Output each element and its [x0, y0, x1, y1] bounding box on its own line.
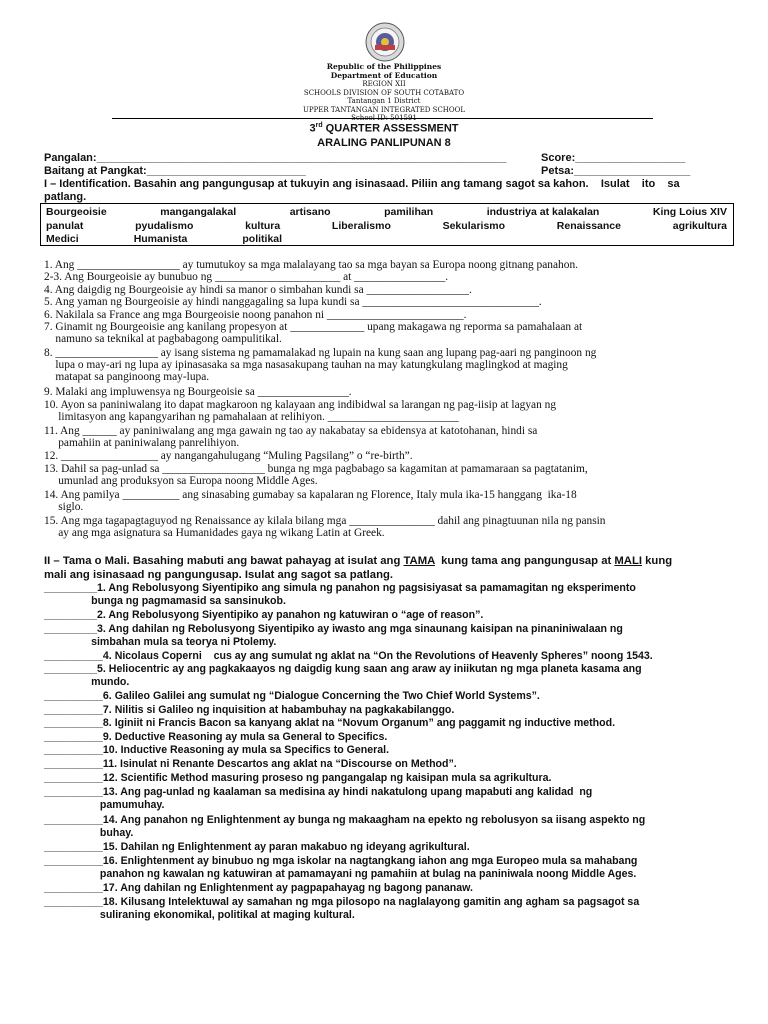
identification-item: 11. Ang ______ ay paniniwalang ang mga gawain ng tao ay nakabatay sa ebidensya at katotohanan, hindi sa [44, 425, 538, 437]
petsa-field[interactable]: Petsa:___________________ [541, 165, 691, 177]
true-false-item: _________2. Ang Rebolusyong Siyentipiko ay panahon ng katuwiran o “age of reason”. [44, 609, 484, 621]
part2-heading: II – Tama o Mali. [44, 555, 130, 567]
identification-item: 2-3. Ang Bourgeoisie ay bunubuo ng ______________________ at ________________. [44, 271, 449, 283]
true-false-item-cont: pamumuhay. [44, 799, 165, 811]
choice: agrikultura [672, 220, 727, 232]
true-false-item: _________3. Ang dahilan ng Rebolusyong Siyentipiko ay iwasto ang mga sinaunang kaisipan na pinaniniwalaan ng [44, 623, 623, 635]
part1-instruction: I – Identification. Basahin ang pangungusap at tukuyin ang isinasaad. Piliin ang tamang sagot sa kahon. Isulat ito sa [44, 178, 680, 190]
header-school: UPPER TANTANGAN INTEGRATED SCHOOL [302, 106, 466, 114]
identification-item: 13. Dahil sa pag-unlad sa __________________ bunga ng mga pagbabago sa kagamitan at pamamaraan sa pagtatanim, [44, 463, 588, 475]
identification-item-cont: lupa o may-ari ng lupa ay ipinasasaka sa mga nasasakupang tauhan na may katungkulang maglingkod at maging [44, 359, 568, 371]
true-false-item-cont: suliraning ekonomikal, politikal at maging kultural. [44, 909, 355, 921]
header-district: Tantangan 1 District [347, 97, 421, 105]
true-false-item: __________15. Dahilan ng Enlightenment ay paran makabuo ng ideyang agrikultural. [44, 841, 470, 853]
choice: Renaissance [556, 220, 621, 232]
true-false-item-cont: simbahan mula sa teorya ni Ptolemy. [44, 636, 277, 648]
true-false-item-cont: buhay. [44, 827, 134, 839]
identification-item-cont: umunlad ang produksyon sa Europa noong Middle Ages. [44, 475, 318, 487]
identification-item: 12. _________________ ay nangangahulugang “Muling Pagsilang” o “re-birth”. [44, 450, 413, 462]
true-false-item: _________1. Ang Rebolusyong Siyentipiko ang simula ng panahon ng pagsisiyasat sa pamamagitan ng eksperimento [44, 582, 636, 594]
score-field[interactable]: Score:__________________ [541, 152, 686, 164]
true-false-item: __________12. Scientific Method masuring proseso ng pangangalap ng kaisipan mula sa agrikultura. [44, 772, 552, 784]
choice: kultura [245, 220, 281, 232]
true-false-item: __________4. Nicolaus Coperni cus ay ang sumulat ng aklat na “On the Revolutions of Heavenly Spheres” noong 1543. [44, 650, 653, 662]
identification-item-cont: pamahiin at paniniwalang panrelihiyon. [44, 437, 240, 449]
identification-item-cont: limitasyon ang kapangyarihan ng pamahalaan at relihiyon. _______________________ [44, 411, 459, 423]
identification-item: 14. Ang pamilya __________ ang sinasabing gumabay sa kapalaran ng Florence, Italy mula ika-15 hanggang ika-18 [44, 489, 577, 501]
part2-instruction-text: Basahing mabuti ang bawat pahayag at isulat ang [129, 555, 404, 567]
choice: Humanista [133, 233, 188, 245]
identification-item: 5. Ang yaman ng Bourgeoisie ay hindi nanggagaling sa lupa kundi sa _______________________________. [44, 296, 542, 308]
choice: mangangalakal [160, 206, 237, 218]
choices-row-3 [46, 233, 727, 245]
true-false-item: __________10. Inductive Reasoning ay mula sa Specifics to General. [44, 744, 390, 756]
true-false-item: __________11. Isinulat ni Renante Descartos ang aklat na “Discourse on Method”. [44, 758, 457, 770]
quarter-number: 3 [309, 122, 316, 135]
header-school-id: School ID: 501591 [351, 114, 417, 122]
choice: artisano [289, 206, 331, 218]
identification-item: 15. Ang mga tagapagtaguyod ng Renaissance ay kilala bilang mga _______________ dahil ang pinagtuunan nila ng pansin [44, 515, 606, 527]
baitang-field[interactable]: Baitang at Pangkat:__________________________ [44, 165, 306, 177]
quarter-text: QUARTER ASSESSMENT [322, 122, 459, 135]
header-region: REGION XII [362, 80, 406, 88]
header-division: SCHOOLS DIVISION OF SOUTH COTABATO [303, 89, 465, 97]
true-false-item: __________8. Iginiit ni Francis Bacon sa kanyang aklat na “Novum Organum” ang paggamit ng inductive method. [44, 717, 616, 729]
choices-row-1 [46, 206, 727, 218]
identification-item: 7. Ginamit ng Bourgeoisie ang kanilang propesyon at _____________ upang makagawa ng reporma sa pamahalaan at [44, 321, 583, 333]
true-false-item: __________18. Kilusang Intelektuwal ay samahan ng mga pilosopo na naglalayong gamitin ang agham sa pagsagot sa [44, 896, 640, 908]
choice: Bourgeoisie [46, 206, 107, 218]
true-false-item: __________17. Ang dahilan ng Enlightenment ay pagpapahayag ng bagong pananaw. [44, 882, 473, 894]
identification-item-cont: matapat sa panginoong may-lupa. [44, 371, 210, 383]
pangalan-field[interactable]: Pangalan:___________________________________________________________________ [44, 152, 507, 164]
identification-item: 1. Ang __________________ ay tumutukoy sa mga malalayang tao sa mga bayan sa Europa noong gitnang panahon. [44, 259, 578, 271]
choice: panulat [46, 220, 84, 232]
identification-item-cont: namuno sa teknikal at pagbabagong oampulitikal. [44, 333, 282, 345]
true-false-item-cont: bunga ng pagmamasid sa sansinukob. [44, 595, 286, 607]
part1-instruction-cont: patlang. [44, 191, 87, 203]
quarter-title [0, 122, 768, 135]
identification-item: 4. Ang daigdig ng Bourgeoisie ay hindi sa manor o simbahan kundi sa __________________. [44, 284, 472, 296]
choice: King Loius XIV [652, 206, 727, 218]
identification-item: 8. __________________ ay isang sistema ng pamamalakad ng lupain na kung saan ang lupang pag-aari ng panginoon ng [44, 347, 597, 359]
identification-item: 10. Ayon sa paniniwalang ito dapat magkaroon ng kalayaan ang indibidwal sa larangan ng pag-iisip at lagyan ng [44, 399, 557, 411]
part2-instruction-text: kung tama ang pangungusap at [434, 555, 615, 567]
true-false-item-cont: panahon ng kawalan ng katuwiran at pamamayani ng pamahiin at bulag na paniniwala noong Middle Ages. [44, 868, 637, 880]
true-false-item-cont: mundo. [44, 676, 130, 688]
part2-instruction-cont: mali ang isinasaad ng pangungusap. Isulat ang sagot sa patlang. [44, 569, 394, 581]
true-false-item: __________14. Ang panahon ng Enlightenment ay bunga ng makaagham na epekto ng rebolusyon sa iisang aspekto ng [44, 814, 646, 826]
true-false-item: __________9. Deductive Reasoning ay mula sa General to Specifics. [44, 731, 388, 743]
header-divider [112, 118, 653, 119]
identification-item: 9. Malaki ang impluwensya ng Bourgeoisie sa ________________. [44, 386, 352, 398]
true-false-item: __________16. Enlightenment ay binubuo ng mga iskolar na nagtangkang iahon ang mga Europeo mula sa mahabang [44, 855, 638, 867]
choice: industriya at kalakalan [486, 206, 600, 218]
true-false-item: __________6. Galileo Galilei ang sumulat ng “Dialogue Concerning the Two Chief World Systems”. [44, 690, 540, 702]
identification-item-cont: siglo. [44, 501, 84, 513]
subject-title: ARALING PANLIPUNAN 8 [317, 137, 451, 149]
choice: Liberalismo [331, 220, 391, 232]
choices-box [40, 203, 734, 246]
choice: pyudalismo [135, 220, 194, 232]
true-false-item: _________5. Heliocentric ay ang pagkakaayos ng daigdig kung saan ang araw ay iniikutan ng mga planeta kasama ang [44, 663, 642, 675]
part2-instruction-text: kung [642, 555, 673, 567]
choice: Medici [46, 233, 79, 245]
identification-item: 6. Nakilala sa France ang mga Bourgeoisie noong panahon ni ________________________. [44, 309, 467, 321]
quarter-suffix: rd [315, 122, 323, 129]
true-false-item: __________13. Ang pag-unlad ng kaalaman sa medisina ay hindi nakatulong upang mapabuti ang kalidad ng [44, 786, 593, 798]
part2-instruction [44, 555, 672, 567]
choice: politikal [242, 233, 283, 245]
tama-label: TAMA [403, 555, 435, 567]
deped-seal-icon [365, 22, 405, 62]
identification-item-cont: ay ang mga asignatura sa Humanidades gaya ng wikang Latin at Greek. [44, 527, 385, 539]
header-republic: Republic of the Philippines [326, 62, 442, 71]
true-false-item: __________7. Nilitis si Galileo ng inquisition at habambuhay na pagkakabilanggo. [44, 704, 455, 716]
mali-label: MALI [614, 555, 642, 567]
choice: pamilihan [384, 206, 434, 218]
header-department: Department of Education [330, 71, 438, 80]
choice: Sekularismo [442, 220, 506, 232]
choices-row-2 [46, 220, 727, 232]
